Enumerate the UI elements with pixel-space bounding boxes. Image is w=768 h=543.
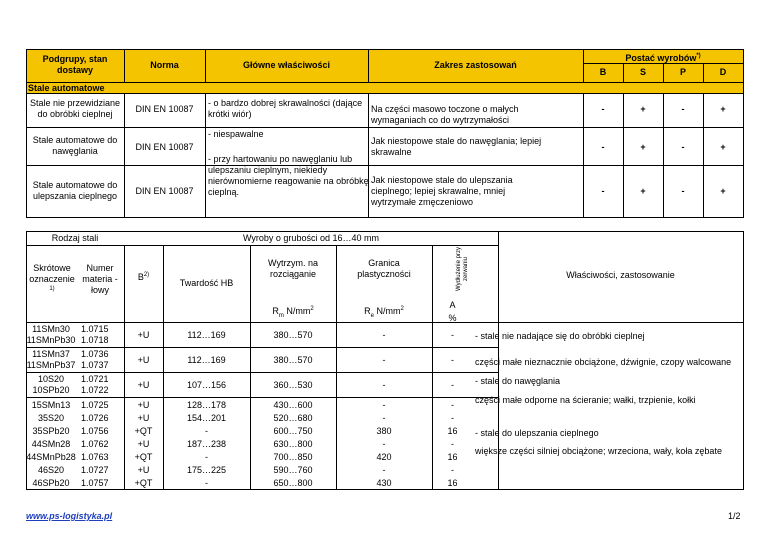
group4-a: - - 16 - 16 - 16 <box>447 400 458 488</box>
row2-mark-d: + <box>720 142 726 152</box>
group1-re: - <box>382 330 386 340</box>
group2-nums: 1.0736 1.0737 <box>81 349 109 370</box>
row2-mark-s: + <box>640 142 646 152</box>
group4-nums: 1.0725 1.0726 1.0756 1.0762 1.0763 1.0727 1.0757 <box>81 400 109 488</box>
group4-rm: 430…600 520…680 600…750 630…800 700…850 590…760 650…800 <box>273 400 313 488</box>
row3-mark-p: - <box>681 186 685 196</box>
header-re-unit: $R_e$ $N/mm^2$ <box>364 306 404 319</box>
header-col-b: B <box>599 67 607 77</box>
row3-props: - przy hartowaniu po nawęglaniu lub ulepszaniu cieplnym, niekiedy nierównomierne reagowanie na obróbkę cieplną. <box>208 154 369 197</box>
section-title: Stale automatowe <box>28 83 105 93</box>
group1-nums: 1.0715 1.0718 <box>81 324 109 345</box>
group3-b: +U <box>137 380 150 390</box>
group2-b: +U <box>137 355 150 365</box>
row2-mark-b: - <box>601 142 605 152</box>
row2-zakres: Jak niestopowe stale do nawęglania; lepiej skrawalne <box>371 136 542 157</box>
group3-nums: 1.0721 1.0722 <box>81 374 109 395</box>
header-wyroby: Wyroby o grubości od 16…40 mm <box>243 233 379 243</box>
row2-norma: DIN EN 10087 <box>135 142 194 152</box>
header-wydluzenie: Wydłużenie przy zerwaniu <box>456 247 469 291</box>
row1-name: Stale nie przewidziane do obróbki cieplnej <box>29 98 121 119</box>
group1-a: - <box>451 330 454 340</box>
group2-a: - <box>451 355 454 365</box>
row1-mark-s: + <box>640 104 646 114</box>
header-numer: Numer materia - łowy <box>82 263 118 295</box>
header-zakres-zastosowan: Zakres zastosowań <box>434 60 517 70</box>
header-glowne-wlasciwosci: Główne właściwości <box>242 60 331 70</box>
row2-name: Stale automatowe do nawęglania <box>32 135 118 156</box>
header-wytrzymalosc: Wytrzym. na rozciąganie <box>268 258 318 279</box>
row1-norma: DIN EN 10087 <box>135 104 194 114</box>
header-wlasciwosci: Właściwości, zastosowanie <box>566 270 675 280</box>
footer-website-link[interactable]: www.ps-logistyka.pl <box>26 511 113 521</box>
row3-mark-d: + <box>720 186 726 196</box>
group2-hb: 112…169 <box>187 355 226 365</box>
use-line-3: - stale do nawęglania <box>475 376 561 386</box>
header-col-p: P <box>679 67 686 77</box>
group1-hb: 112…169 <box>187 330 226 340</box>
header-a-unit: A % <box>448 300 457 323</box>
use-line-1: - stale nie nadające się do obróbki cieplnej <box>475 331 645 341</box>
row2-props: - niespawalne <box>208 129 264 139</box>
header-granica: Granica plastyczności <box>357 258 411 279</box>
use-line-4: części małe odporne na ścieranie; wałki, trzpienie, kołki <box>475 395 696 405</box>
header-b: $B^{2)}$ <box>137 272 150 282</box>
group1-names: 11SMn30 11SMnPb30 <box>26 324 76 345</box>
header-twardosc: Twardość HB <box>179 278 234 288</box>
row3-mark-s: + <box>640 186 646 196</box>
group2-rm: 380…570 <box>273 355 313 365</box>
header-col-s: S <box>639 67 646 77</box>
row3-name: Stale automatowe do ulepszania cieplnego <box>32 180 118 201</box>
group3-names: 10S20 10SPb20 <box>32 374 70 395</box>
group3-hb: 107…156 <box>186 380 227 390</box>
group4-hb: 128…178 154…201 - 187…238 - 175…225 - <box>186 400 227 488</box>
group4-re: - - 380 - 420 - 430 <box>376 400 392 488</box>
row1-mark-d: + <box>720 104 726 114</box>
group2-re: - <box>382 355 386 365</box>
group3-re: - <box>382 380 386 390</box>
row1-props: - o bardzo dobrej skrawalności (dające krótki wiór) <box>208 98 363 119</box>
row1-mark-b: - <box>601 104 605 114</box>
group3-rm: 360…530 <box>273 380 313 390</box>
header-col-d: D <box>719 67 727 77</box>
use-line-5: - stale do ulepszania cieplnego <box>475 428 599 438</box>
header-postac-wyrobow: Postać wyrobów*) <box>625 53 701 63</box>
row2-mark-p: - <box>681 142 685 152</box>
header-skrotowe: Skrótowe oznaczenie 1) <box>29 263 75 292</box>
use-line-6: większe części silniej obciążone; wrzeciona, wały, koła zębate <box>475 446 722 456</box>
row3-mark-b: - <box>601 186 605 196</box>
use-line-2: części małe nieznacznie obciążone, dźwignie, czopy walcowane <box>475 357 732 367</box>
group3-a: - <box>451 380 454 390</box>
group4-b: +U +U +QT +U +QT +U +QT <box>134 400 153 488</box>
group2-names: 11SMn37 11SMnPb37 <box>26 349 76 370</box>
header-norma: Norma <box>150 60 179 70</box>
row1-mark-p: - <box>681 104 685 114</box>
page-number: 1/2 <box>728 511 741 521</box>
header-rodzaj-stali: Rodzaj stali <box>51 233 99 243</box>
header-rm-unit: $R_m$ $N/mm^2$ <box>272 306 314 319</box>
group1-b: +U <box>137 330 150 340</box>
row3-norma: DIN EN 10087 <box>135 186 194 196</box>
row1-zakres: Na części masowo toczone o małych wymaganiach co do wytrzymałości <box>371 104 519 125</box>
row3-zakres: Jak niestopowe stale do ulepszania cieplnego; lepiej skrawalne, mniej wytrzymałe zmęczeniowo <box>371 175 513 207</box>
header-podgrupy: Podgrupy, stan dostawy <box>42 54 108 75</box>
group4-names: 15SMn13 35S20 35SPb20 44SMn28 44SMnPb28 46S20 46SPb20 <box>26 400 76 488</box>
group1-rm: 380…570 <box>273 330 313 340</box>
